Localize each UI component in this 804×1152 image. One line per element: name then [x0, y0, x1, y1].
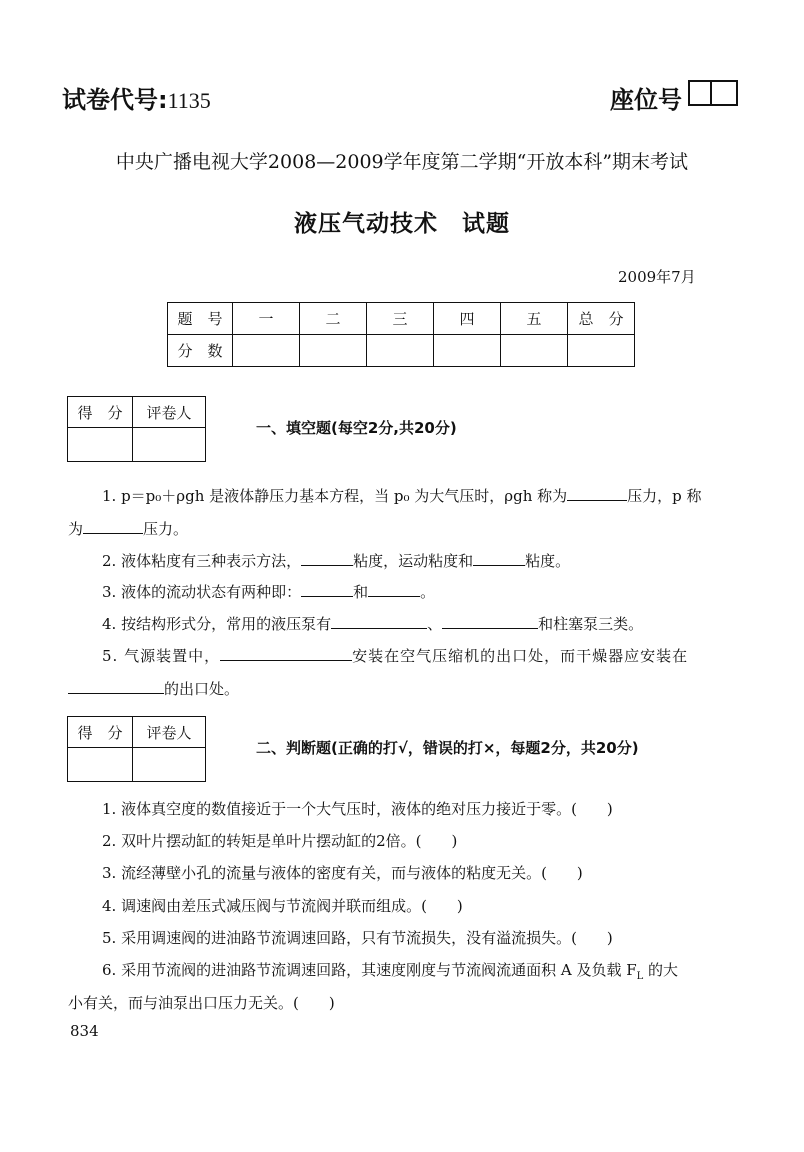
fill-question-1-line1: 1. p＝p₀＋ρgh 是液体静压力基本方程，当 p₀ 为大气压时，ρgh 称为 压力，p 称 — [102, 484, 702, 506]
grader-score-label: 得 分 — [68, 717, 133, 748]
grader-table-section2 — [67, 716, 206, 782]
judge-question-1: 1. 液体真空度的数值接近于一个大气压时，液体的绝对压力接近于零。( ) — [102, 800, 613, 818]
seat-number-label: 座位号 — [610, 86, 682, 114]
judge-question-4: 4. 调速阀由差压式减压阀与节流阀并联而组成。( ) — [102, 897, 463, 915]
judge-question-5: 5. 采用调速阀的进油路节流调速回路，只有节流损失，没有溢流损失。( ) — [102, 929, 613, 947]
score-cell — [233, 335, 300, 367]
seat-number-box — [688, 80, 738, 106]
section1-heading: 一、填空题(每空2分,共20分) — [256, 419, 457, 437]
score-cell — [568, 335, 635, 367]
score-row-label: 分 数 — [168, 335, 233, 367]
fill-question-5-line1: 5. 气源装置中， 安装在空气压缩机的出口处，而干燥器应安装在 — [102, 644, 688, 666]
fill-question-5-line2: 的出口处。 — [68, 677, 239, 699]
score-cell — [367, 335, 434, 367]
judge-question-2: 2. 双叶片摆动缸的转矩是单叶片摆动缸的2倍。( ) — [102, 832, 458, 850]
grader-score-cell — [68, 748, 133, 782]
score-header-label: 题 号 — [168, 303, 233, 335]
grader-score-label: 得 分 — [68, 397, 133, 428]
answer-blank[interactable] — [301, 549, 353, 566]
score-header-total: 总 分 — [568, 303, 635, 335]
score-cell — [300, 335, 367, 367]
fill-question-1-line2: 为 压力。 — [68, 517, 188, 539]
fill-question-4: 4. 按结构形式分，常用的液压泵有 、 和柱塞泵三类。 — [102, 612, 643, 634]
grader-score-cell — [68, 428, 133, 462]
grader-name-cell — [133, 748, 206, 782]
score-header-cell: 二 — [300, 303, 367, 335]
fill-question-3: 3. 液体的流动状态有两种即： 和 。 — [102, 580, 435, 602]
exam-title: 中央广播电视大学2008—2009学年度第二学期“开放本科”期末考试 — [115, 151, 689, 173]
answer-blank[interactable] — [473, 549, 525, 566]
score-header-cell: 五 — [501, 303, 568, 335]
answer-blank[interactable] — [83, 517, 143, 534]
exam-code — [62, 80, 211, 115]
score-header-cell: 三 — [367, 303, 434, 335]
exam-date: 2009年7月 — [618, 268, 696, 286]
page-number: 834 — [70, 1022, 99, 1040]
grader-name-label: 评卷人 — [133, 717, 206, 748]
answer-blank[interactable] — [301, 580, 353, 597]
answer-blank[interactable] — [68, 677, 164, 694]
score-header-cell: 四 — [434, 303, 501, 335]
paper-title: 液压气动技术 试题 — [294, 211, 510, 237]
grader-table-section1 — [67, 396, 206, 462]
score-table-header-row — [168, 303, 635, 335]
fill-question-2: 2. 液体粘度有三种表示方法， 粘度，运动粘度和 粘度。 — [102, 549, 570, 571]
score-table-value-row — [168, 335, 635, 367]
exam-code-value: 1135 — [167, 88, 211, 113]
score-cell — [501, 335, 568, 367]
score-table — [167, 302, 635, 367]
score-header-cell: 一 — [233, 303, 300, 335]
score-cell — [434, 335, 501, 367]
grader-name-cell — [133, 428, 206, 462]
answer-blank[interactable] — [368, 580, 420, 597]
judge-question-6-line1: 6. 采用节流阀的进油路节流调速回路，其速度刚度与节流阀流通面积 A 及负载 $F_L$ 的大 — [102, 961, 679, 982]
answer-blank[interactable] — [442, 612, 538, 629]
answer-blank[interactable] — [220, 644, 352, 661]
grader-name-label: 评卷人 — [133, 397, 206, 428]
exam-code-label: 试卷代号: — [62, 86, 168, 114]
judge-question-6-line2: 小有关，而与油泵出口压力无关。( ) — [68, 994, 335, 1012]
section2-heading: 二、判断题(正确的打√，错误的打×，每题2分，共20分) — [256, 739, 639, 757]
judge-question-3: 3. 流经薄壁小孔的流量与液体的密度有关，而与液体的粘度无关。( ) — [102, 864, 583, 882]
answer-blank[interactable] — [331, 612, 427, 629]
answer-blank[interactable] — [567, 484, 627, 501]
